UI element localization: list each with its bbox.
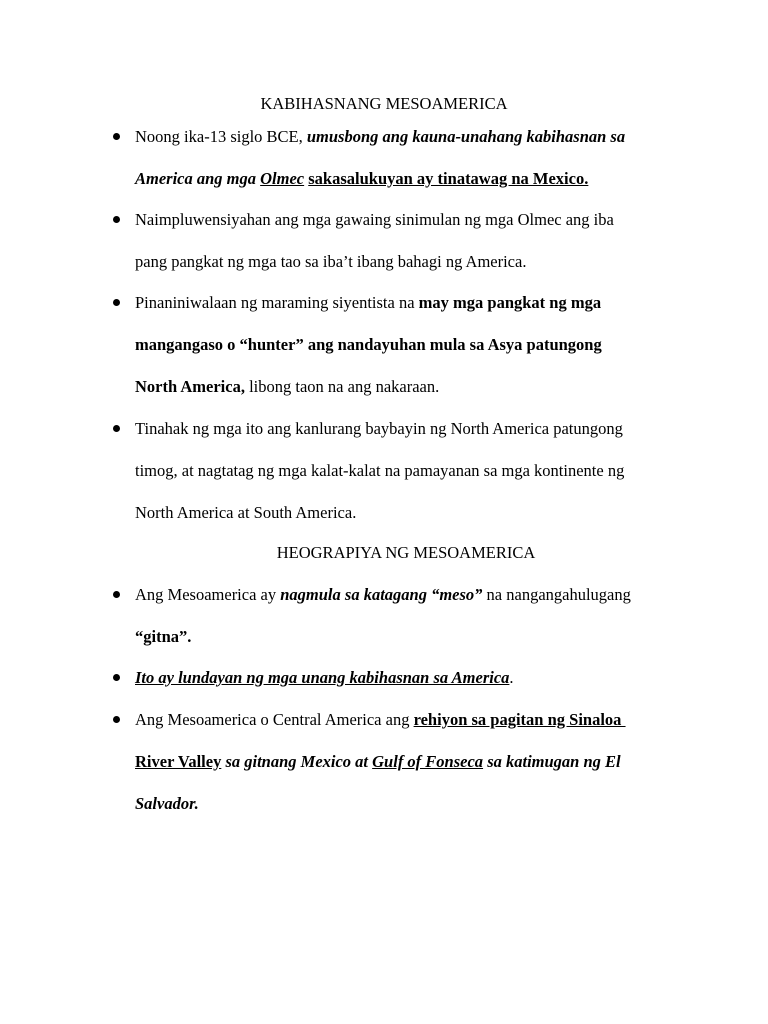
text-run: Naimpluwensiyahan ang mga gawaing sinimulan ng mga Olmec ang iba xyxy=(135,210,614,229)
text-run-bold-italic-underline: Ito ay lundayan ng mga unang kabihasnan sa America xyxy=(135,668,510,687)
text-run: North America at South America. xyxy=(135,503,357,522)
text-line xyxy=(135,668,514,688)
text-line xyxy=(135,169,588,189)
text-run-bold: may mga pangkat ng mga xyxy=(418,293,602,312)
text-line xyxy=(135,710,626,730)
text-run-bold: North America, xyxy=(135,377,245,396)
text-run-bold-italic: Salvador. xyxy=(135,794,199,813)
bullet-icon xyxy=(113,293,121,313)
text-run-bold: “gitna”. xyxy=(135,627,192,646)
text-run: Ang Mesoamerica ay xyxy=(135,585,281,604)
text-line xyxy=(135,585,631,605)
text-run-bold-underline: rehiyon sa pagitan ng Sinaloa xyxy=(413,710,626,729)
text-run-bold-italic-underline: Gulf of Fonseca xyxy=(372,752,484,771)
text-run: libong taon na ang nakaraan. xyxy=(244,377,440,396)
bullet-icon xyxy=(113,419,121,439)
text-run-bold-italic: umusbong ang kauna-unahang kabihasnan sa xyxy=(306,127,626,146)
text-run: . xyxy=(509,668,514,687)
bullet-icon xyxy=(113,710,121,730)
text-line xyxy=(135,335,602,355)
text-run: Ang Mesoamerica o Central America ang xyxy=(135,710,414,729)
bullet-icon xyxy=(113,668,121,688)
text-run-bold-italic: America ang mga xyxy=(135,169,261,188)
text-run-bold-underline: River Valley xyxy=(135,752,222,771)
text-line xyxy=(135,293,601,313)
text-run: Pinaniniwalaan ng maraming siyentista na xyxy=(135,293,419,312)
text-line xyxy=(135,794,199,814)
text-run-bold-italic: nagmula sa katagang “meso” xyxy=(280,585,483,604)
text-line xyxy=(135,419,623,439)
text-run: Noong ika-13 siglo BCE, xyxy=(135,127,307,146)
text-line xyxy=(135,377,439,397)
text-run: na nangangahulugang xyxy=(482,585,631,604)
text-run-bold: mangangaso o “hunter” ang nandayuhan mula sa Asya patungong xyxy=(135,335,602,354)
text-line xyxy=(135,127,625,147)
bullet-icon xyxy=(113,210,121,230)
bullet-icon xyxy=(113,127,121,147)
text-line xyxy=(135,503,356,523)
text-run-bold-italic-underline: Olmec xyxy=(260,169,305,188)
section-title-kabihasnan: KABIHASNANG MESOAMERICA xyxy=(260,94,508,113)
text-line xyxy=(135,252,526,272)
text-line xyxy=(135,752,621,772)
text-run: pang pangkat ng mga tao sa iba’t ibang bahagi ng America. xyxy=(135,252,527,271)
text-run-bold-italic: sa gitnang Mexico at xyxy=(221,752,373,771)
bullet-icon xyxy=(113,585,121,605)
text-line xyxy=(135,210,614,230)
text-run: Tinahak ng mga ito ang kanlurang baybayin ng North America patungong xyxy=(135,419,623,438)
text-run-bold-italic: sa katimugan ng El xyxy=(483,752,621,771)
text-run: timog, at nagtatag ng mga kalat-kalat na pamayanan sa mga kontinente ng xyxy=(135,461,625,480)
text-line xyxy=(135,461,624,481)
text-run-bold-underline: sakasalukuyan ay tinatawag na Mexico. xyxy=(308,169,589,188)
text-line xyxy=(135,627,191,647)
section-title-heograpiya: HEOGRAPIYA NG MESOAMERICA xyxy=(276,543,536,562)
